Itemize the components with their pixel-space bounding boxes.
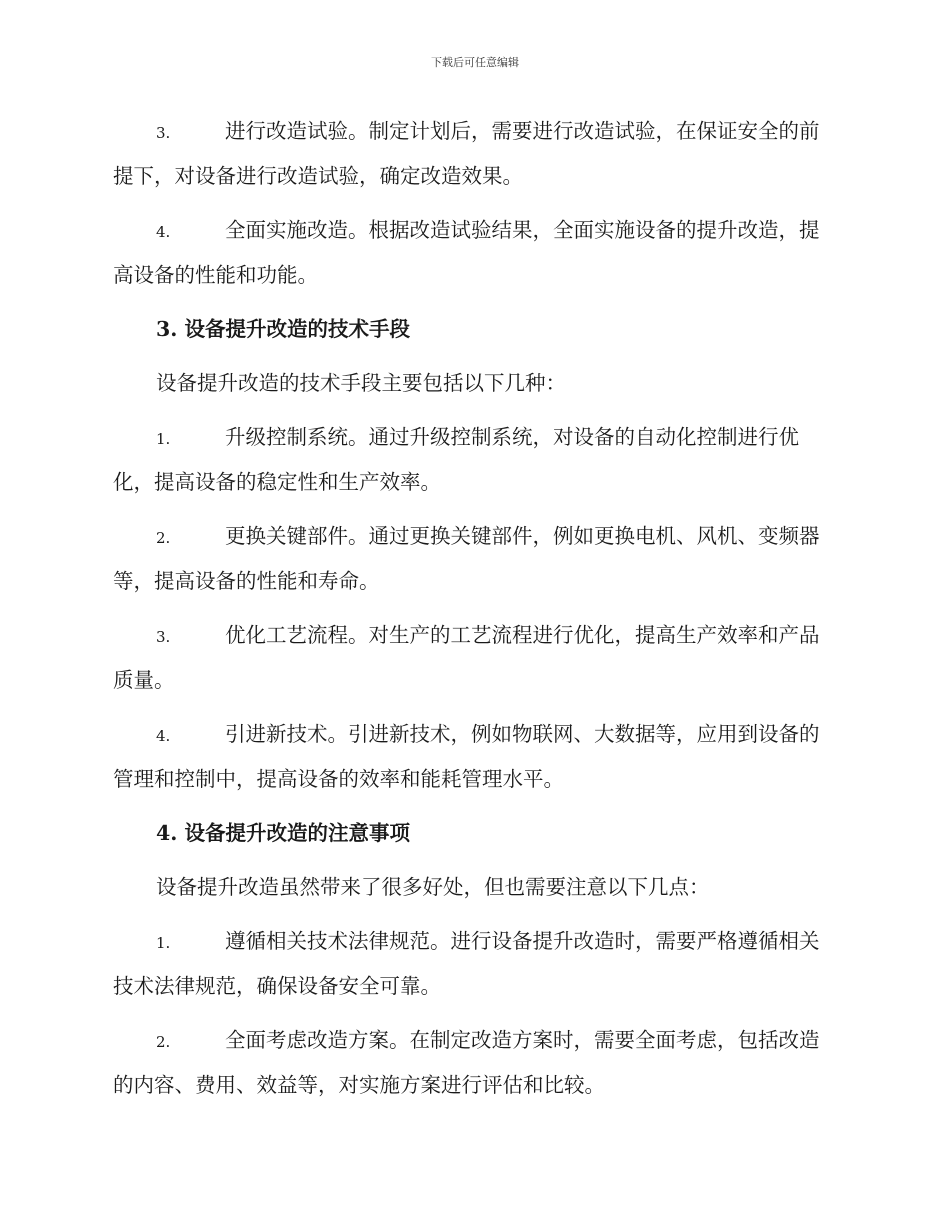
list-text: 遵循相关技术法律规范。进行设备提升改造时，需要严格遵循相关技术法律规范，确保设备安全可靠。 (113, 929, 820, 998)
list-item (113, 416, 835, 504)
page-header: 下载后可任意编辑 (431, 56, 519, 69)
list-item (113, 614, 835, 702)
list-number: 1. (156, 934, 171, 952)
list-item (113, 1019, 835, 1107)
list-number: 4. (156, 727, 171, 745)
list-number: 4. (156, 223, 171, 241)
list-text: 更换关键部件。通过更换关键部件，例如更换电机、风机、变频器等，提高设备的性能和寿命。 (113, 524, 820, 593)
list-text: 全面考虑改造方案。在制定改造方案时，需要全面考虑，包括改造的内容、费用、效益等，对实施方案进行评估和比较。 (113, 1028, 820, 1097)
section-intro: 设备提升改造虽然带来了很多好处，但也需要注意以下几点： (156, 875, 710, 899)
list-item (113, 209, 835, 297)
list-item (113, 110, 835, 198)
list-text: 引进新技术。引进新技术，例如物联网、大数据等，应用到设备的管理和控制中，提高设备的效率和能耗管理水平。 (113, 722, 820, 791)
list-text: 全面实施改造。根据改造试验结果，全面实施设备的提升改造，提高设备的性能和功能。 (113, 218, 820, 287)
list-number: 3. (156, 124, 171, 142)
section-intro: 设备提升改造的技术手段主要包括以下几种： (156, 371, 566, 395)
list-number: 2. (156, 1033, 171, 1051)
list-item (113, 920, 835, 1008)
list-text: 进行改造试验。制定计划后，需要进行改造试验，在保证安全的前提下，对设备进行改造试验，确定改造效果。 (113, 119, 820, 188)
section-heading: 4. 设备提升改造的注意事项 (156, 821, 411, 845)
list-number: 1. (156, 430, 171, 448)
section-heading: 3. 设备提升改造的技术手段 (156, 317, 411, 341)
list-number: 3. (156, 628, 171, 646)
list-item (113, 515, 835, 603)
list-text: 优化工艺流程。对生产的工艺流程进行优化，提高生产效率和产品质量。 (113, 623, 820, 692)
document-body (113, 110, 835, 1118)
list-item (113, 713, 835, 801)
list-text: 升级控制系统。通过升级控制系统，对设备的自动化控制进行优化，提高设备的稳定性和生产效率。 (113, 425, 799, 494)
list-number: 2. (156, 529, 171, 547)
